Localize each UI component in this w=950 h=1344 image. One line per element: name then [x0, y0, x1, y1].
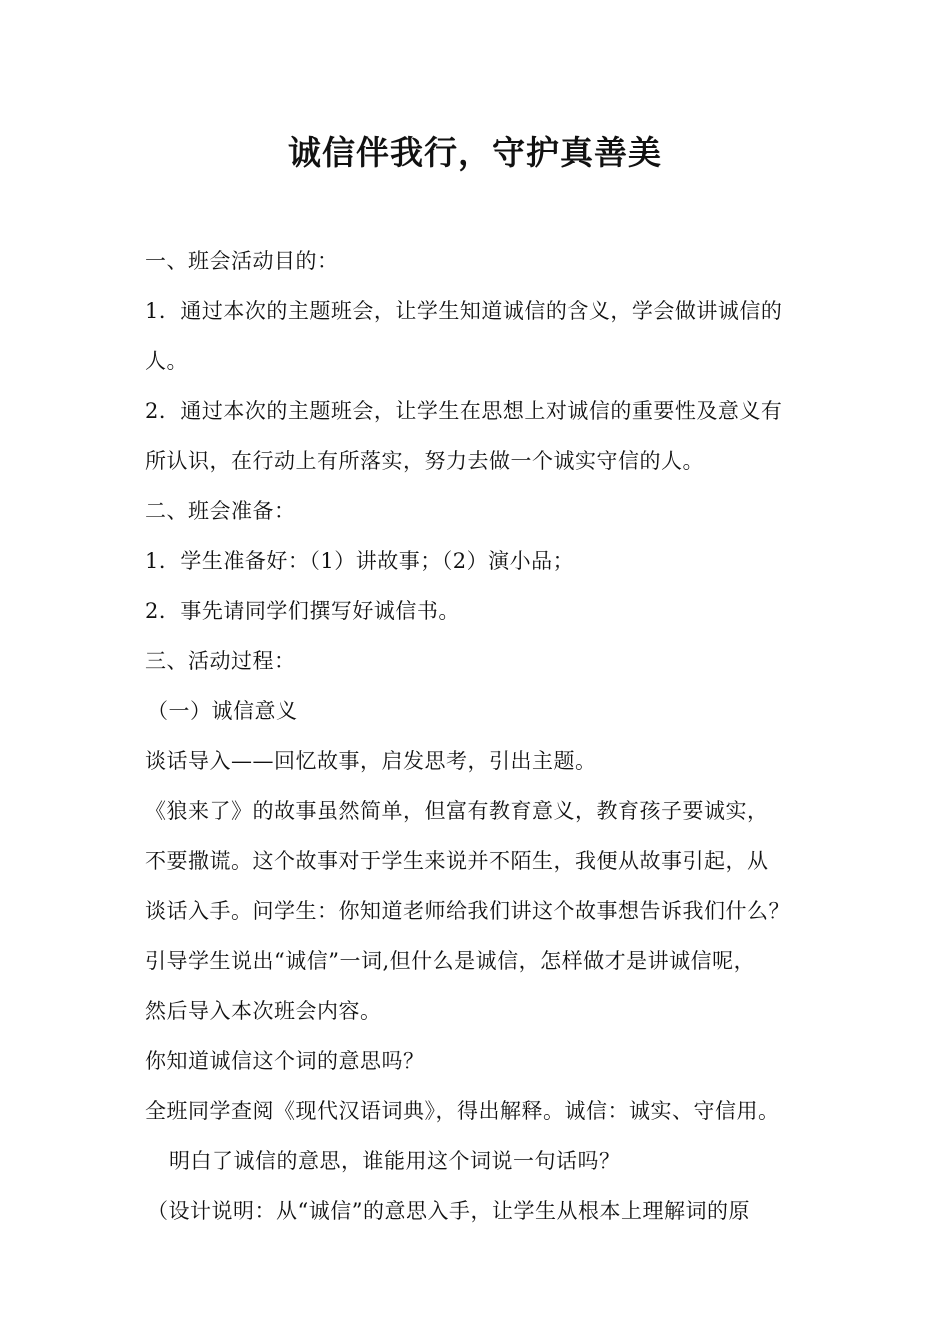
- paragraph-line: 所认识，在行动上有所落实，努力去做一个诚实守信的人。: [145, 449, 704, 473]
- paragraph-line: 不要撒谎。这个故事对于学生来说并不陌生，我便从故事引起，从: [145, 849, 769, 873]
- paragraph-line: 明白了诚信的意思，谁能用这个词说一句话吗？: [169, 1149, 621, 1173]
- document-body: [145, 236, 825, 1236]
- paragraph-line: 你知道诚信这个词的意思吗？: [145, 1049, 425, 1073]
- paragraph-line: 1．学生准备好：（1）讲故事；（2）演小品；: [145, 549, 575, 573]
- section-heading-objectives: 一、班会活动目的：: [145, 249, 339, 273]
- paragraph-line: 2．通过本次的主题班会，让学生在思想上对诚信的重要性及意义有: [145, 399, 783, 423]
- paragraph-line: 1．通过本次的主题班会，让学生知道诚信的含义，学会做讲诚信的: [145, 299, 783, 323]
- paragraph-line: 然后导入本次班会内容。: [145, 999, 382, 1023]
- paragraph-line: 引导学生说出“诚信”一词,但什么是诚信，怎样做才是讲诚信呢，: [145, 949, 756, 973]
- document-title: 诚信伴我行，守护真善美: [288, 133, 662, 172]
- paragraph-line: 《狼来了》的故事虽然简单，但富有教育意义，教育孩子要诚实，: [145, 799, 769, 823]
- paragraph-line: 谈话导入——回忆故事，启发思考，引出主题。: [145, 749, 597, 773]
- section-heading-process: 三、活动过程：: [145, 649, 296, 673]
- paragraph-line: 2．事先请同学们撰写好诚信书。: [145, 599, 460, 623]
- paragraph-line: 谈话入手。问学生：你知道老师给我们讲这个故事想告诉我们什么？: [145, 899, 790, 923]
- paragraph-line: 全班同学查阅《现代汉语词典》，得出解释。诚信：诚实、守信用。: [145, 1099, 780, 1123]
- subsection-heading: （一）诚信意义: [147, 699, 298, 723]
- design-note-line: （设计说明：从“诚信”的意思入手，让学生从根本上理解词的原: [147, 1199, 750, 1223]
- section-heading-preparation: 二、班会准备：: [145, 499, 296, 523]
- paragraph-line: 人。: [145, 349, 188, 373]
